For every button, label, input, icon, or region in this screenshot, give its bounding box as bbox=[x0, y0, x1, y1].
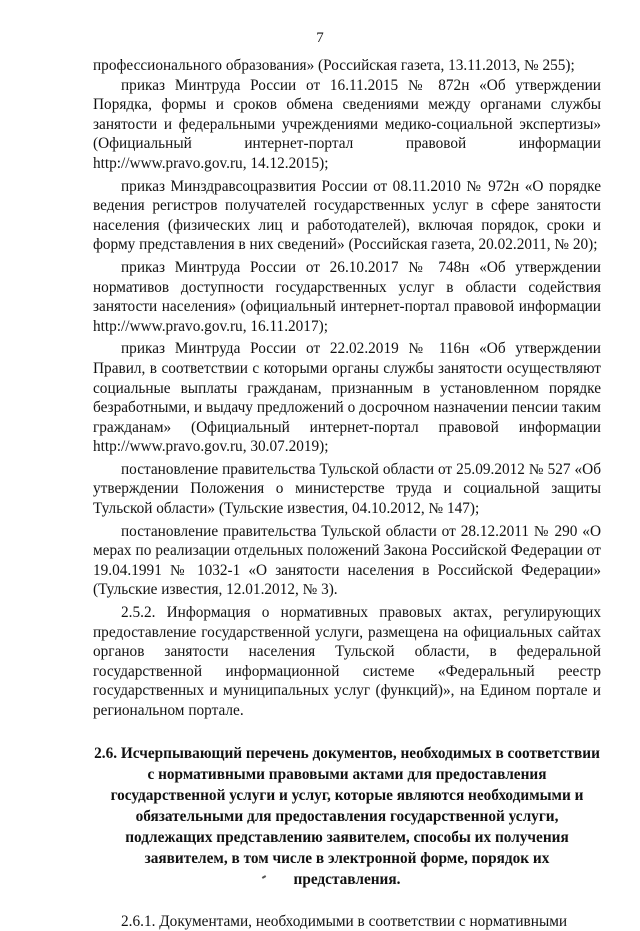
paragraph: профессионального образования» (Российская газета, 13.11.2013, № 255); bbox=[93, 57, 575, 74]
paragraph: 2.6.1. Документами, необходимыми в соответствии с нормативными bbox=[121, 912, 568, 930]
section-heading: 2.6. Исчерпывающий перечень документов, необходимых в соответствии с нормативными правовыми актами для предоставления государственной услуги и услуг, которые являются необходимыми и обязательными для предоставления государственной услуги, подлежащих представлению заявителем, способы их получения заявителем, в том числе в электронной форме, порядок их представления. bbox=[94, 744, 600, 888]
paragraph: приказ Минздравсоцразвития России от 08.11.2010 № 972н «О порядке ведения регистров получателей государственных услуг в сфере занятости населения (физических лиц и работодателей), включая порядок, сроки и форму представления в них сведений» (Российская газета, 20.02.2011, № 20); bbox=[93, 177, 601, 254]
document-body bbox=[93, 56, 601, 931]
paragraph: постановление правительства Тульской области от 28.12.2011 № 290 «О мерах по реализации отдельных положений Закона Российской Федерации от 19.04.1991 № 1032-1 «О занятости населения в Российской Федерации» (Тульские известия, 12.01.2012, № 3). bbox=[93, 522, 601, 599]
paragraph: приказ Минтруда России от 22.02.2019 № 116н «Об утверждении Правил, в соответствии с которыми органы службы занятости осуществляют социальные выплаты гражданам, признанным в установленном порядке безработными, и выдачу предложений о досрочном назначении пенсии таким гражданам» (Официальный интернет-портал правовой информации http://www.pravo.gov.ru, 30.07.2019); bbox=[93, 340, 601, 456]
paragraph: 2.5.2. Информация о нормативных правовых актах, регулирующих предоставление государственной услуги, размещена на официальных сайтах органов занятости населения Тульской области, в федеральной государственной информационной системе «Федеральный реестр государственных и муниципальных услуг (функций)», на Едином портале и региональном портале. bbox=[93, 604, 601, 719]
paragraph: постановление правительства Тульской области от 25.09.2012 № 527 «Об утверждении Положения о министерстве труда и социальной защиты Тульской области» (Тульские известия, 04.10.2012, № 147); bbox=[93, 460, 601, 518]
paragraph: приказ Минтруда России от 16.11.2015 № 872н «Об утверждении Порядка, формы и сроков обмена сведениями между органами службы занятости и федеральными учреждениями медико-социальной экспертизы» (Официальный интернет-портал правовой информации http://www.pravo.gov.ru, 14.12.2015); bbox=[93, 76, 601, 172]
page-number: 7 bbox=[316, 30, 324, 46]
paragraph: приказ Минтруда России от 26.10.2017 № 748н «Об утверждении нормативов доступности государственных услуг в области содействия занятости населения» (официальный интернет-портал правовой информации http://www.pravo.gov.ru, 16.11.2017); bbox=[93, 258, 601, 335]
